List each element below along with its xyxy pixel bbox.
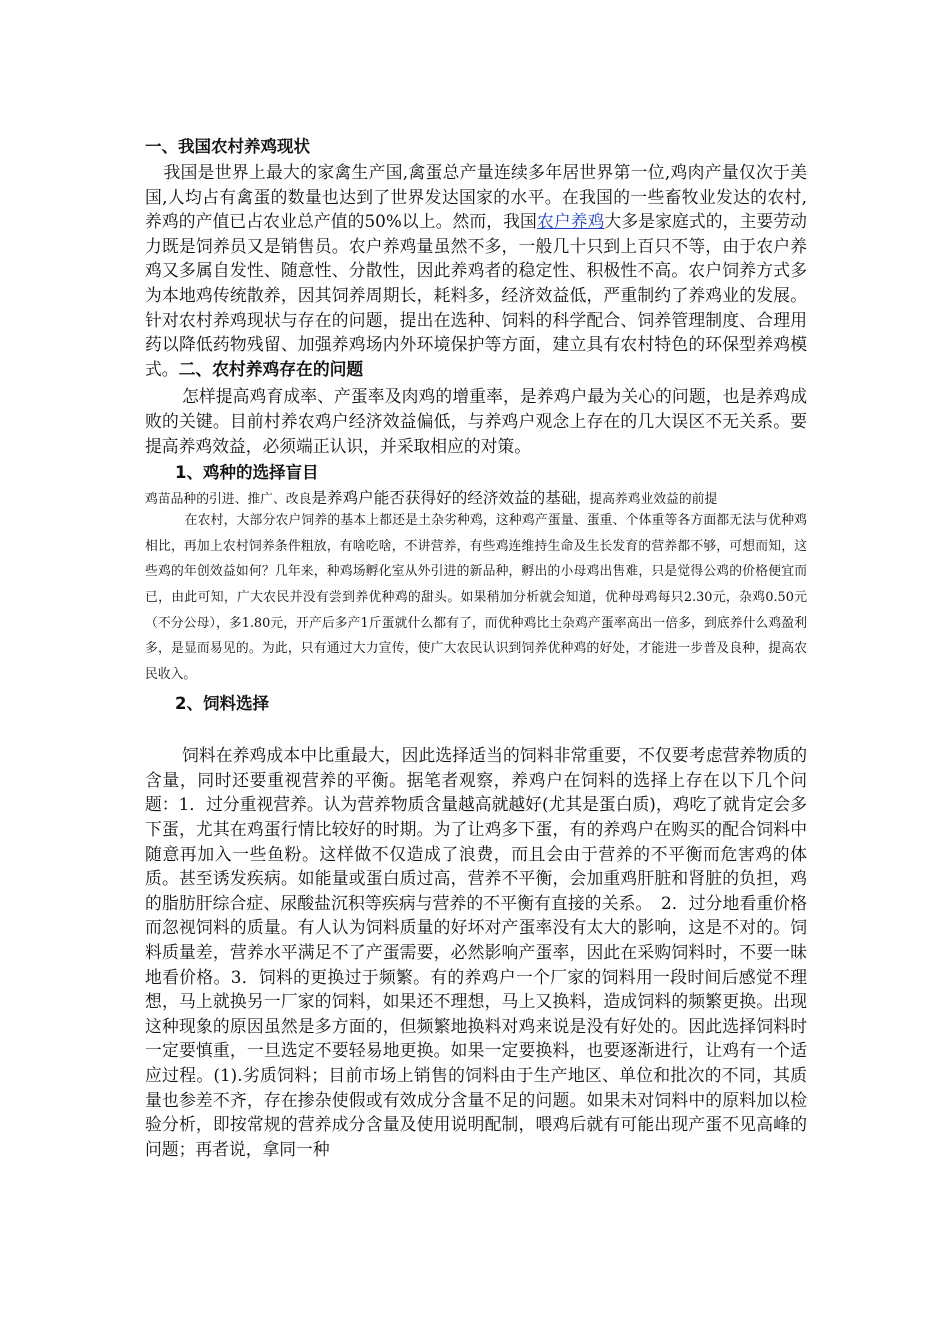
breed-intro-part: ，提高养鸡业效益的前提 <box>576 492 718 508</box>
breed-intro-part: 鸡苗品种的引进、推广、改良 <box>145 492 312 508</box>
paragraph-text: 我国是世界上最大的家禽生产国,禽蛋总产量连续多年居世界第一位,鸡肉产量仅次于美国,人均占有禽蛋的数量也达到了世界发达国家的水平。在我国的一些畜牧业发达的农村,养鸡的产值已占农业总产值的50%以上。然而，我国 <box>145 162 807 232</box>
paragraph-breed: 在农村，大部分农户饲养的基本上都还是土杂劣种鸡，这种鸡产蛋量、蛋重、个体重等各方面都无法与优种鸡相比，再加上农村饲养条件粗放，有啥吃啥，不讲营养，有些鸡连维持生命及生长发育的营养都不够，可想而知，这些鸡的年创效益如何？几年来，种鸡场孵化室从外引进的新品种，孵出的小母鸡出售难，只是觉得公鸡的价格便宜而已，由此可知，广大农民并没有尝到养优种鸡的甜头。如果稍加分析就会知道，优种母鸡每只2.30元，杂鸡0.50元（不分公母），多1.80元，开产后多产1斤蛋就什么都有了，而优种鸡比土杂鸡产蛋率高出一倍多，到底养什么鸡盈利多，是显而易见的。为此，只有通过大力宣传，使广大农民认识到饲养优种鸡的好处，才能进一步普及良种，提高农民收入。 <box>145 513 807 682</box>
paragraph-status <box>145 160 807 381</box>
section-heading-2: 二、农村养鸡存在的问题 <box>178 358 364 379</box>
link-farm-chicken[interactable]: 农户养鸡 <box>536 211 605 232</box>
paragraph-feed: 饲料在养鸡成本中比重最大，因此选择适当的饲料非常重要，不仅要考虑营养物质的含量，同时还要重视营养的平衡。据笔者观察，养鸡户在饲料的选择上存在以下几个问题：1．过分重视营养。认为营养物质含量越高就越好(尤其是蛋白质)，鸡吃了就肯定会多下蛋，尤其在鸡蛋行情比较好的时期。为了让鸡多下蛋，有的养鸡户在购买的配合饲料中随意再加入一些鱼粉。这样做不仅造成了浪费，而且会由于营养的不平衡而危害鸡的体质。甚至诱发疾病。如能量或蛋白质过高，营养不平衡，会加重鸡肝脏和肾脏的负担，鸡的脂肪肝综合症、尿酸盐沉积等疾病与营养的不平衡有直接的关系。 2．过分地看重价格而忽视饲料的质量。有人认为饲料质量的好坏对产蛋率没有太大的影响，这是不对的。饲料质量差，营养水平满足不了产蛋需要，必然影响产蛋率，因此在采购饲料时，不要一昧地看价格。3．饲料的更换过于频繁。有的养鸡户一个厂家的饲料用一段时间后感觉不理想，马上就换另一厂家的饲料，如果还不理想，马上又换料，造成饲料的频繁更换。出现这种现象的原因虽然是多方面的，但频繁地换料对鸡来说是没有好处的。因此选择饲料时一定要慎重，一旦选定不要轻易地更换。如果一定要换料，也要逐渐进行，让鸡有一个适应过程。(1).劣质饲料；目前市场上销售的饲料由于生产地区、单位和批次的不同，其质量也参差不齐，存在掺杂使假或有效成分含量不足的问题。如果未对饲料中的原料加以检验分析，即按常规的营养成分含量及使用说明配制，喂鸡后就有可能出现产蛋不见高峰的问题；再者说，拿同一种 <box>145 745 807 1159</box>
paragraph-text: 大多是家庭式的，主要劳动力既是饲养员又是销售员。农户养鸡量虽然不多，一般几十只到上百只不等，由于农户养鸡又多属自发性、随意性、分散性，因此养鸡者的稳定性、积极性不高。农户饲养方式多为本地鸡传统散养，因其饲养周期长，耗料多，经济效益低，严重制约了养鸡业的发展。针对农村养鸡现状与存在的问题，提出在选种、饲料的科学配合、饲养管理制度、合理用药以降低药物残留、加强养鸡场内外环境保护等方面，建立具有农村特色的环保型养鸡模式。 <box>145 211 807 379</box>
paragraph-problems: 怎样提高鸡育成率、产蛋率及肉鸡的增重率，是养鸡户最为关心的问题，也是养鸡成败的关键。目前村养农鸡户经济效益偏低，与养鸡户观念上存在的几大误区不无关系。要提高养鸡效益，必须端正认识，并采取相应的对策。 <box>145 386 807 456</box>
breed-intro-part: 是养鸡户能否获得好的经济效益的基础 <box>311 489 577 508</box>
breed-intro <box>145 486 807 508</box>
subsection-heading-breed: 1、鸡种的选择盲目 <box>175 463 319 483</box>
section-heading-1: 一、我国农村养鸡现状 <box>145 137 310 156</box>
subsection-heading-feed: 2、饲料选择 <box>175 694 269 714</box>
document-page <box>145 118 807 1161</box>
